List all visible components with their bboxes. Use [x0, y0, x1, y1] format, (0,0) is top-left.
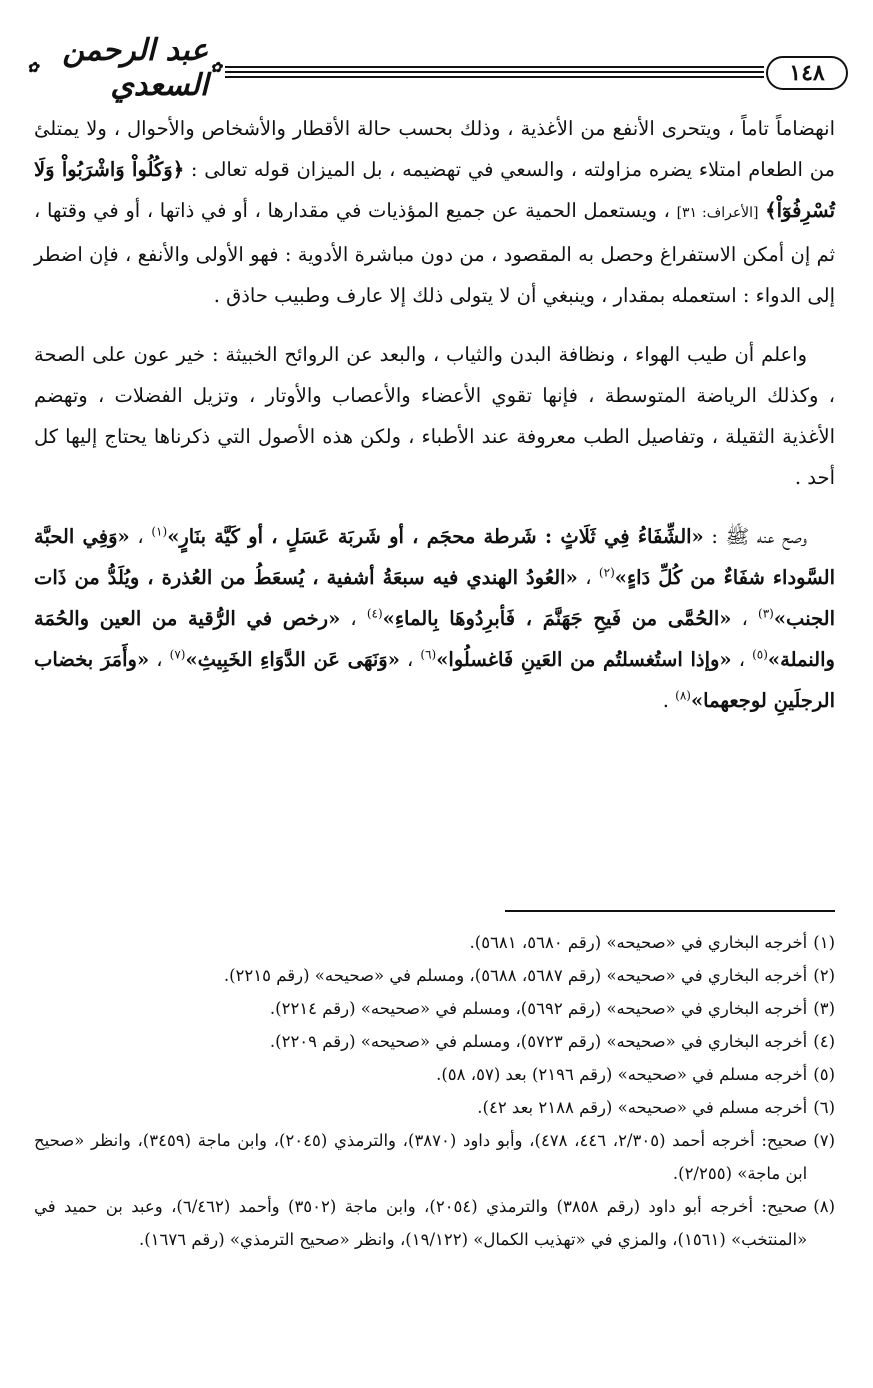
footnote-number: (٣) [813, 999, 835, 1018]
author-name [25, 33, 225, 103]
hadith-3: «العُودُ الهندي فيه سبعَةُ أشفية ، يُسعَطُ من العُذرة ، ويُلَدُّ من ذَات الجنب» [34, 566, 836, 630]
separator: ، [741, 607, 748, 630]
separator: ، [738, 648, 745, 671]
header-rule [225, 71, 764, 73]
footnote-text: أخرجه البخاري في «صحيحه» (رقم ٥٦٩٢)، ومسلم في «صحيحه» (رقم ٢٢١٤). [269, 999, 808, 1018]
hadith-5: «رخص في الرُّقية من العين والحُمَة والنملة» [34, 607, 835, 671]
footnote [34, 1058, 835, 1091]
author-name-text: عبد الرحمن السعدي [62, 33, 209, 103]
header-rule [225, 66, 764, 68]
footnote-ref[interactable]: (٣) [758, 606, 774, 621]
hadith-1: «الشِّفَاءُ فِي ثَلَاثٍ : شَرطة محجَم ، أو شَربَة عَسَلٍ ، أو كَيَّة بنَارٍ» [167, 525, 704, 548]
separator: ، [407, 648, 414, 671]
footnote-text: صحيح: أخرجه أبو داود (رقم ٣٨٥٨) والترمذي (٢٠٥٤)، وابن ماجة (٣٥٠٢) وأحمد (٦/٤٦٢)، وعبد بن حميد في «المنتخب» (١٥٦١)، والمزي في «تهذيب الكمال» (١٩/١٢٢)، وانظر «صحيح الترمذي» (رقم ١٦٧٦). [34, 1197, 808, 1249]
footnote-separator [505, 910, 835, 912]
paragraph-1-rest: ، ويستعمل الحمية عن جميع المؤذيات في مقدارها ، أو في ذاتها ، أو في وقتها ، ثم إن أمكن الاستفراغ وحصل به المقصود ، من دون مباشرة الأدوية : فهو الأولى والأنفع ، فإن اضطر إلى الدواء : استعمله بمقدار ، وينبغي أن لا يتولى ذلك إلا عارف وطبيب حاذق . [34, 199, 835, 307]
page-number: ١٤٨ [766, 56, 848, 90]
footnote [34, 926, 835, 959]
footnote-text: أخرجه مسلم في «صحيحه» (رقم ٢١٩٦) بعد (٥٧، ٥٨). [436, 1065, 808, 1084]
hadith-7: «وَنَهَى عَن الدَّوَاءِ الخَبِيثِ» [185, 648, 400, 671]
footnote-ref[interactable]: (٢) [598, 565, 615, 580]
footnote-text: أخرجه البخاري في «صحيحه» (رقم ٥٧٢٣)، ومسلم في «صحيحه» (رقم ٢٢٠٩). [269, 1032, 808, 1051]
footnote [34, 1091, 835, 1124]
quran-verse: ﴿وَكُلُواْ وَاشْرَبُواْ وَلَا تُسْرِفُوٓاْ﴾ [34, 158, 835, 222]
hadith-intro: وصح عنه ﷺ : [711, 525, 807, 548]
footnote [34, 1025, 835, 1058]
footnote-number: (٧) [813, 1131, 835, 1150]
footnote-ref[interactable]: (٨) [675, 688, 691, 703]
footnote-number: (٨) [813, 1197, 835, 1216]
footnote-ref[interactable]: (١) [151, 524, 168, 539]
quran-reference: [الأعراف: ٣١] [676, 205, 759, 221]
header-rule [225, 76, 764, 78]
footnote [34, 1124, 835, 1190]
paragraph-1-intro: انهضاماً تاماً ، ويتحرى الأنفع من الأغذية ، وذلك بحسب حالة الأقطار والأشخاص والأحوال ، ولا يمتلئ من الطعام امتلاء يضره مزاولته ، والسعي في تهضيمه ، بل الميزان قوله تعالى : [34, 117, 835, 181]
footnote-number: (٢) [813, 966, 835, 985]
footnote [34, 992, 835, 1025]
footnote-ref[interactable]: (٦) [420, 647, 437, 662]
paragraph-3 [34, 516, 835, 721]
footnote-number: (٥) [813, 1065, 835, 1084]
footnote-ref[interactable]: (٤) [366, 606, 383, 621]
footnote-text: أخرجه البخاري في «صحيحه» (رقم ٥٦٨٠، ٥٦٨١). [469, 933, 808, 952]
separator: ، [137, 525, 144, 548]
footnote-number: (٤) [813, 1032, 835, 1051]
paragraph-1 [34, 108, 835, 316]
footnotes [34, 926, 835, 1256]
end-mark: . [662, 689, 669, 712]
ornament-icon: ✿ [27, 60, 40, 76]
paragraph-2: واعلم أن طيب الهواء ، ونظافة البدن والثياب ، والبعد عن الروائح الخبيثة : خير عون على الصحة ، وكذلك الرياضة المتوسطة ، فإنها تقوي الأعضاء والأعصاب والأوتار ، وتزيل الفضلات ، وتهضم الأغذية الثقيلة ، وتفاصيل الطب معروفة عند الأطباء ، ولكن هذه الأصول التي ذكرناها يحتاج إليها كل أحد . [34, 343, 835, 489]
separator: ، [350, 607, 357, 630]
footnote [34, 1190, 835, 1256]
footnote-text: أخرجه البخاري في «صحيحه» (رقم ٥٦٨٧، ٥٦٨٨)، ومسلم في «صحيحه» (رقم ٢٢١٥). [223, 966, 808, 985]
footnote-ref[interactable]: (٧) [169, 647, 186, 662]
footnote-text: صحيح: أخرجه أحمد (٢/٣٠٥، ٤٤٦، ٤٧٨)، وأبو داود (٣٨٧٠)، والترمذي (٢٠٤٥)، وابن ماجة (٣٤٥٩)، وانظر «صحيح ابن ماجة» (٢/٢٥٥). [34, 1131, 808, 1183]
page-header [25, 33, 848, 103]
separator: ، [585, 566, 592, 589]
hadith-2: «وَفِي الحبَّة السَّوداء شفَاءٌ من كُلِّ دَاءٍ» [34, 525, 835, 589]
footnote-text: أخرجه مسلم في «صحيحه» (رقم ٢١٨٨ بعد ٤٢). [477, 1098, 808, 1117]
footnote-number: (٦) [813, 1098, 835, 1117]
hadith-8: «وأَمَرَ بخضاب الرجلَينِ لوجعهما» [34, 648, 835, 712]
hadith-4: «الحُمَّى من فَيحِ جَهَنَّمَ ، فَأبرِدُوهَا بِالماءِ» [382, 607, 732, 630]
footnote-number: (١) [813, 933, 835, 952]
footnote [34, 959, 835, 992]
footnote-ref[interactable]: (٥) [752, 647, 768, 662]
ornament-icon: ✿ [210, 60, 223, 76]
main-text [34, 108, 835, 721]
hadith-6: «وإذا استُغسلتُم من العَينِ فَاغسلُوا» [436, 648, 732, 671]
separator: ، [156, 648, 163, 671]
